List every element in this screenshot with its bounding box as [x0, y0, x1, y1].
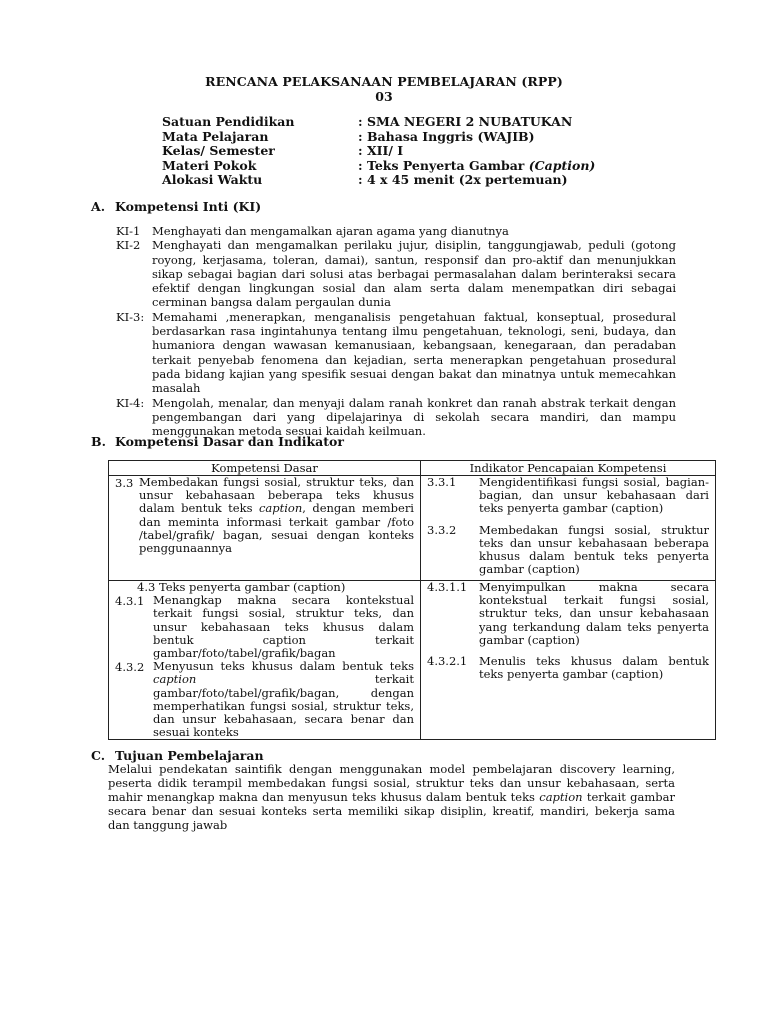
indicator-number: 4.3.2.1	[427, 654, 468, 669]
objective-text-italic: caption	[539, 790, 583, 804]
indicator-text: Mengidentifikasi fungsi sosial, bagian-bagian, dan unsur kebahasaan dari teks penyerta gambar (caption)	[479, 475, 709, 516]
kd-text-italic: caption	[153, 672, 197, 687]
indicator-cell	[421, 581, 716, 740]
kd-text-part: terkait gambar/foto/tabel/grafik/bagan, dengan memperhatikan fungsi sosial, struktur teks, dan unsur kebahasaan, secara benar dan sesuai konteks	[153, 672, 414, 740]
indicator-number: 3.3.2	[427, 522, 457, 537]
kd-cell	[109, 476, 421, 581]
document-number: 03	[375, 89, 393, 104]
kd-table-header-row	[109, 461, 716, 476]
ki-code: KI-1	[116, 224, 141, 238]
ki-text: Menghayati dan mengamalkan perilaku jujur, disiplin, tanggungjawab, peduli (gotong royong, kerjasama, toleran, damai), santun, responsif dan pro-aktif dan menunjukkan sikap sebagai bagian dari solusi atas berbagai permasalahan dalam berinteraksi secara efektif dengan lingkungan sosial dan alam serta dalam menempatkan diri sebagai cerminan bangsa dalam pergaulan dunia	[152, 238, 676, 310]
indicator-text: Membedakan fungsi sosial, struktur teks dan unsur kebahasaan beberapa khusus dalam bentuk teks penyerta gambar (caption)	[479, 522, 709, 577]
kd-number: 4.3.1	[115, 594, 145, 609]
ki-text: Memahami ,menerapkan, menganalisis pengetahuan faktual, konseptual, prosedural berdasarkan rasa ingintahunya tentang ilmu pengetahuan, teknologi, seni, budaya, dan humaniora dengan wawasan kemanusiaan, kebangsaan, kenegaraan, dan peradaban terkait penyebab fenomena dan kejadian, serta menerapkan pengetahuan prosedural pada bidang kajian yang spesifik sesuai dengan bakat dan minatnya untuk memecahkan masalah	[152, 309, 676, 396]
section-title: Kompetensi Dasar dan Indikator	[115, 434, 344, 449]
indicator-cell	[421, 476, 716, 581]
kd-item	[115, 476, 414, 555]
document-title: RENCANA PELAKSANAAN PEMBELAJARAN (RPP)	[205, 74, 563, 89]
section-letter: B.	[91, 434, 106, 449]
identity-label: Satuan Pendidikan	[162, 114, 295, 129]
identity-value	[358, 159, 595, 174]
identity-label: Kelas/ Semester	[162, 143, 275, 158]
ki-item	[116, 224, 676, 238]
identity-row	[162, 159, 595, 174]
kd-table	[108, 460, 716, 740]
objective-text-part: terkait gambar secara benar dan sesuai konteks serta memiliki sikap disiplin, kreatif, mandiri, bekerja sama dan tanggung jawab	[108, 790, 675, 832]
ki-text: Menghayati dan mengamalkan ajaran agama yang dianutnya	[152, 224, 509, 238]
section-letter: C.	[91, 748, 106, 763]
indicator-item	[427, 581, 709, 647]
identity-row	[162, 130, 595, 145]
indicator-item	[427, 655, 709, 681]
kd-text-part: , dengan memberi dan meminta informasi terkait gambar /foto /tabel/grafik/ bagan, sesuai dengan konteks penggunaannya	[139, 501, 414, 556]
ki-item	[116, 238, 676, 309]
identity-label: Alokasi Waktu	[162, 172, 263, 187]
kd-table-row	[109, 581, 716, 740]
identity-value: : Bahasa Inggris (WAJIB)	[358, 128, 535, 144]
kd-text-part: Membedakan fungsi sosial, struktur teks, dan unsur kebahasaan beberapa teks khusus dalam bentuk teks	[139, 475, 414, 516]
kd-text-part: Menyusun teks khusus dalam bentuk teks	[153, 659, 414, 674]
section-c-heading	[91, 748, 264, 763]
ki-item	[116, 310, 676, 396]
identity-label: Materi Pokok	[162, 157, 257, 173]
identity-row	[162, 173, 595, 188]
kd-table-row	[109, 476, 716, 581]
kd-text-italic: caption	[258, 501, 303, 516]
kd-item	[115, 594, 414, 660]
indicator-item	[427, 476, 709, 516]
indicator-text: Menyimpulkan makna secara kontekstual terkait fungsi sosial, struktur teks, dan unsur kebahasaan yang terkandung dalam teks penyerta gambar (caption)	[479, 580, 709, 647]
kd-header: Kompetensi Dasar	[109, 461, 421, 476]
ki-list	[116, 224, 676, 438]
objective-text-part: Melalui pendekatan saintifik dengan menggunakan model pembelajaran discovery learning, peserta didik terampil membedakan fungsi sosial, struktur teks dan unsur kebahasaan, serta mahir menangkap makna dan menyusun teks khusus dalam bentuk teks	[108, 762, 675, 804]
identity-value: : XII/ I	[358, 143, 404, 158]
kd-title: 4.3 Teks penyerta gambar (caption)	[137, 580, 346, 594]
indicator-text: Menulis teks khusus dalam bentuk teks penyerta gambar (caption)	[479, 654, 709, 682]
indicator-item	[427, 524, 709, 577]
ki-code: KI-4:	[116, 395, 145, 410]
kd-cell	[109, 581, 421, 740]
learning-objective-text	[108, 762, 675, 832]
identity-label: Mata Pelajaran	[162, 128, 269, 144]
identity-block	[162, 115, 595, 188]
identity-row	[162, 115, 595, 130]
ki-code: KI-3:	[116, 309, 145, 324]
kd-item	[115, 660, 414, 739]
kd-text	[153, 660, 414, 739]
identity-value: : SMA NEGERI 2 NUBATUKAN	[358, 114, 573, 129]
kd-text: Menangkap makna secara kontekstual terkait fungsi sosial, struktur teks, dan unsur kebahasaan teks khusus dalam bentuk caption terkait gambar/foto/tabel/grafik/bagan	[153, 593, 414, 661]
kd-number: 3.3	[115, 476, 134, 490]
identity-value-italic: (Caption)	[528, 157, 596, 173]
identity-row	[162, 144, 595, 159]
section-b-heading	[91, 434, 344, 449]
kd-text	[139, 476, 414, 555]
ki-code: KI-2	[116, 238, 141, 253]
section-title: Kompetensi Inti (KI)	[115, 199, 262, 214]
indicator-header: Indikator Pencapaian Kompetensi	[421, 461, 716, 476]
section-letter: A.	[91, 199, 106, 214]
ki-item	[116, 396, 676, 439]
identity-value: : 4 x 45 menit (2x pertemuan)	[358, 172, 568, 187]
identity-value-text: : Teks Penyerta Gambar	[358, 157, 529, 173]
indicator-number: 4.3.1.1	[427, 580, 468, 594]
indicator-number: 3.3.1	[427, 475, 457, 489]
ki-text: Mengolah, menalar, dan menyaji dalam ranah konkret dan ranah abstrak terkait dengan pengembangan dari yang dipelajarinya di sekolah secara mandiri, dan mampu menggunakan metoda sesuai kaidah keilmuan.	[152, 395, 676, 439]
section-a-heading	[91, 199, 261, 214]
kd-number: 4.3.2	[115, 660, 145, 675]
section-title: Tujuan Pembelajaran	[115, 748, 264, 763]
